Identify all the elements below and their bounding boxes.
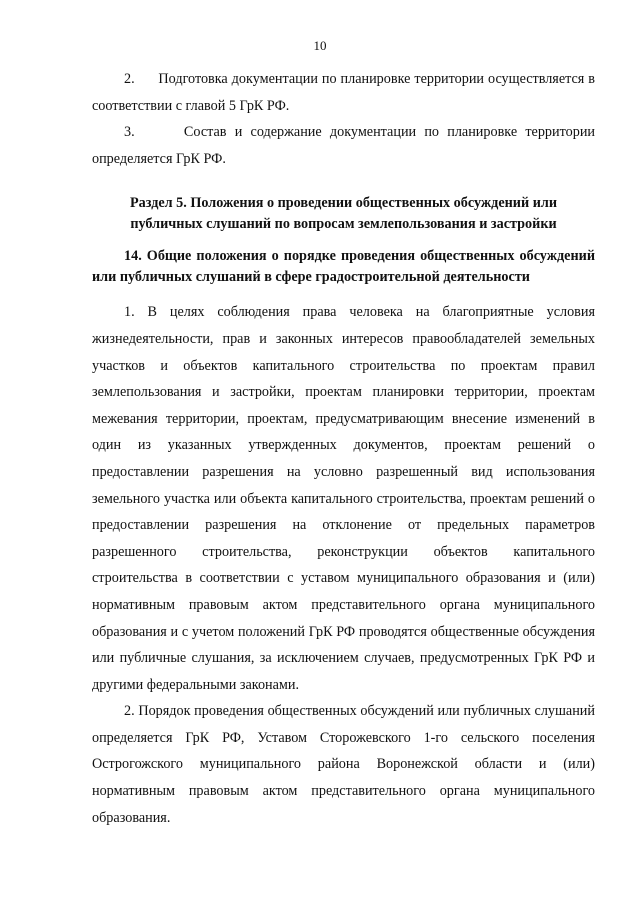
paragraph-14-2: 2. Порядок проведения общественных обсуждений или публичных слушаний определяется ГрК РФ, Уставом Сторожевского 1-го сельского поселения Острогожского муниципального района Воронежской области и (или) нормативным правовым актом представительного органа муниципального образования. [92,703,595,826]
paragraph-3-docs-content: 3. Состав и содержание документации по планировке территории определяется ГрК РФ. [92,124,595,167]
section-5-title: Раздел 5. Положения о проведении общественных обсуждений или публичных слушаний по вопросам землепользования и застройки [129,195,558,232]
page-number: 10 [313,38,327,53]
paragraph-2-docs-prep: 2. Подготовка документации по планировке территории осуществляется в соответствии с главой 5 ГрК РФ. [92,71,595,114]
page-content [92,66,595,831]
paragraph-14-1: 1. В целях соблюдения права человека на благоприятные условия жизнедеятельности, прав и законных интересов правообладателей земельных участков и объектов капитального строительства по проектам правил землепользования и застройки, проектам планировки территории, проектам межевания территории, проектам, предусматривающим внесение изменений в один из указанных утвержденных документов, проектам решений о предоставлении разрешения на условно разрешенный вид использования земельного участка или объекта капитального строительства, проектам решений о предоставлении разрешения на отклонение от предельных параметров разрешенного строительства, реконструкции объектов капитального строительства в соответствии с уставом муниципального образования и (или) нормативным правовым актом представительного органа муниципального образования и с учетом положений ГрК РФ проводятся общественные обсуждения или публичные слушания, за исключением случаев, предусмотренных ГрК РФ и другими федеральными законами. [92,304,595,693]
subsection-14-title: 14. Общие положения о порядке проведения общественных обсуждений или публичных слушаний в сфере градостроительной деятельности [92,248,595,285]
